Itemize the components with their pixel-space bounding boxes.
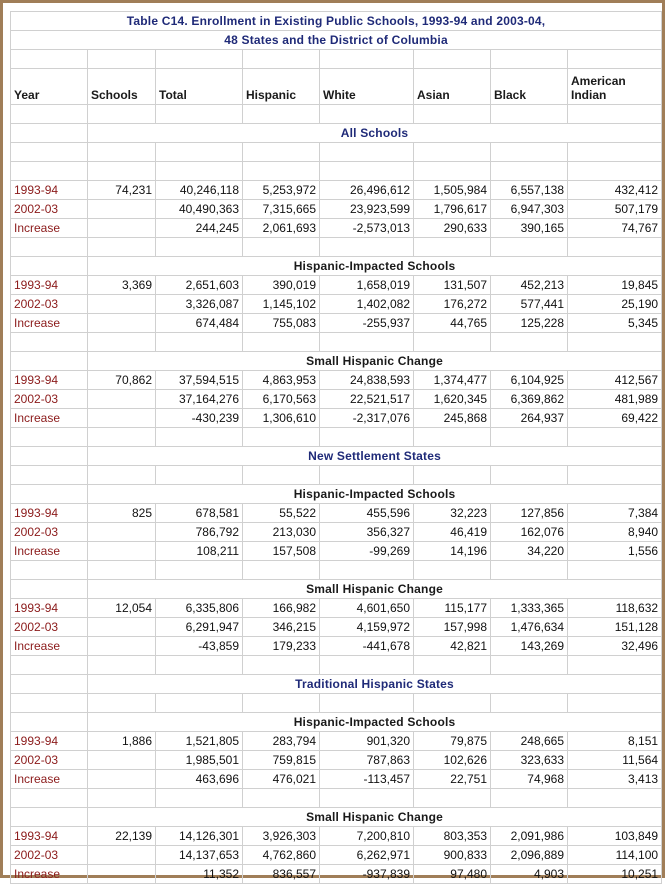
table-row: [11, 371, 662, 390]
header-year: Year: [11, 69, 88, 105]
cell-american-indian: 1,556: [568, 542, 662, 561]
header-total: Total: [156, 69, 243, 105]
column-header-row: [11, 69, 662, 105]
cell-white: 787,863: [320, 751, 414, 770]
header-american-indian: American Indian: [568, 69, 662, 105]
cell-total: 6,291,947: [156, 618, 243, 637]
cell-black: 6,104,925: [491, 371, 568, 390]
cell-total: 2,651,603: [156, 276, 243, 295]
subsection-heading-row: [11, 352, 662, 371]
cell-black: 125,228: [491, 314, 568, 333]
cell-black: 162,076: [491, 523, 568, 542]
cell-black: 74,968: [491, 770, 568, 789]
cell-total: 40,490,363: [156, 200, 243, 219]
cell-total: 1,521,805: [156, 732, 243, 751]
subsection-heading-row: [11, 580, 662, 599]
cell-hispanic: 836,557: [243, 865, 320, 884]
cell-hispanic: 157,508: [243, 542, 320, 561]
cell-black: 1,333,365: [491, 599, 568, 618]
cell-hispanic: 4,863,953: [243, 371, 320, 390]
cell-white: 23,923,599: [320, 200, 414, 219]
table-row: [11, 865, 662, 884]
cell-american-indian: 114,100: [568, 846, 662, 865]
cell-american-indian: 11,564: [568, 751, 662, 770]
cell-total: 786,792: [156, 523, 243, 542]
spacer-row: [11, 162, 662, 181]
cell-white: 455,596: [320, 504, 414, 523]
row-label: 1993-94: [11, 181, 88, 200]
cell-white: 901,320: [320, 732, 414, 751]
table-row: [11, 219, 662, 238]
cell-white: 4,159,972: [320, 618, 414, 637]
cell-black: 248,665: [491, 732, 568, 751]
cell-schools: 3,369: [88, 276, 156, 295]
spacer-row: [11, 238, 662, 257]
cell-hispanic: 759,815: [243, 751, 320, 770]
table-row: [11, 751, 662, 770]
table-row: [11, 599, 662, 618]
table-row: [11, 637, 662, 656]
cell-total: 678,581: [156, 504, 243, 523]
cell-white: 24,838,593: [320, 371, 414, 390]
cell-white: -2,317,076: [320, 409, 414, 428]
subsection-heading-row: [11, 485, 662, 504]
spacer-row: [11, 105, 662, 124]
subsection-heading: Small Hispanic Change: [88, 580, 662, 599]
cell-total: -43,859: [156, 637, 243, 656]
table-row: [11, 618, 662, 637]
table-row: [11, 827, 662, 846]
table-title-line2: 48 States and the District of Columbia: [11, 31, 662, 50]
cell-hispanic: 1,145,102: [243, 295, 320, 314]
cell-white: -99,269: [320, 542, 414, 561]
table-title-line1: Table C14. Enrollment in Existing Public Schools, 1993-94 and 2003-04,: [11, 12, 662, 31]
subsection-heading-row: [11, 713, 662, 732]
header-white: White: [320, 69, 414, 105]
subsection-heading-row: [11, 808, 662, 827]
cell-black: 6,947,303: [491, 200, 568, 219]
cell-asian: 46,419: [414, 523, 491, 542]
cell-schools: [88, 219, 156, 238]
subsection-heading: Hispanic-Impacted Schools: [88, 713, 662, 732]
row-label: 1993-94: [11, 371, 88, 390]
table-row: [11, 504, 662, 523]
row-label: Increase: [11, 770, 88, 789]
spacer-row: [11, 143, 662, 162]
table-row: [11, 542, 662, 561]
cell-black: 264,937: [491, 409, 568, 428]
cell-american-indian: 103,849: [568, 827, 662, 846]
cell-asian: 115,177: [414, 599, 491, 618]
cell-black: 6,369,862: [491, 390, 568, 409]
cell-schools: [88, 637, 156, 656]
cell-schools: 22,139: [88, 827, 156, 846]
cell-american-indian: 412,567: [568, 371, 662, 390]
cell-hispanic: 390,019: [243, 276, 320, 295]
table-row: [11, 770, 662, 789]
section-heading: Traditional Hispanic States: [88, 675, 662, 694]
cell-total: 3,326,087: [156, 295, 243, 314]
cell-black: 34,220: [491, 542, 568, 561]
cell-asian: 79,875: [414, 732, 491, 751]
cell-american-indian: 10,251: [568, 865, 662, 884]
header-schools: Schools: [88, 69, 156, 105]
cell-hispanic: 476,021: [243, 770, 320, 789]
cell-total: 6,335,806: [156, 599, 243, 618]
cell-schools: [88, 200, 156, 219]
cell-asian: 22,751: [414, 770, 491, 789]
row-label: Increase: [11, 219, 88, 238]
cell-asian: 42,821: [414, 637, 491, 656]
section-heading-row: [11, 124, 662, 143]
cell-total: 108,211: [156, 542, 243, 561]
cell-asian: 14,196: [414, 542, 491, 561]
table-row: [11, 276, 662, 295]
subsection-heading: Hispanic-Impacted Schools: [88, 257, 662, 276]
cell-black: 2,096,889: [491, 846, 568, 865]
table-row: [11, 523, 662, 542]
cell-black: 452,213: [491, 276, 568, 295]
cell-asian: 1,374,477: [414, 371, 491, 390]
cell-asian: 245,868: [414, 409, 491, 428]
cell-asian: 102,626: [414, 751, 491, 770]
spacer-row: [11, 656, 662, 675]
cell-schools: [88, 409, 156, 428]
cell-american-indian: 151,128: [568, 618, 662, 637]
cell-total: 463,696: [156, 770, 243, 789]
spacer-row: [11, 333, 662, 352]
cell-hispanic: 55,522: [243, 504, 320, 523]
subsection-heading: Small Hispanic Change: [88, 808, 662, 827]
row-label: Increase: [11, 637, 88, 656]
cell-hispanic: 346,215: [243, 618, 320, 637]
row-label: Increase: [11, 542, 88, 561]
cell-white: 26,496,612: [320, 181, 414, 200]
cell-american-indian: 74,767: [568, 219, 662, 238]
row-label: Increase: [11, 409, 88, 428]
cell-schools: [88, 523, 156, 542]
cell-asian: 1,620,345: [414, 390, 491, 409]
cell-schools: [88, 314, 156, 333]
row-label: Increase: [11, 865, 88, 884]
cell-total: 674,484: [156, 314, 243, 333]
header-black: Black: [491, 69, 568, 105]
spacer-row: [11, 561, 662, 580]
cell-total: 244,245: [156, 219, 243, 238]
cell-white: 1,658,019: [320, 276, 414, 295]
table-row: [11, 181, 662, 200]
cell-black: 143,269: [491, 637, 568, 656]
cell-schools: [88, 295, 156, 314]
cell-hispanic: 3,926,303: [243, 827, 320, 846]
cell-american-indian: 32,496: [568, 637, 662, 656]
section-heading-row: [11, 447, 662, 466]
cell-asian: 803,353: [414, 827, 491, 846]
cell-white: -2,573,013: [320, 219, 414, 238]
cell-hispanic: 213,030: [243, 523, 320, 542]
cell-american-indian: 507,179: [568, 200, 662, 219]
row-label: 2002-03: [11, 846, 88, 865]
cell-total: 37,594,515: [156, 371, 243, 390]
cell-black: 577,441: [491, 295, 568, 314]
cell-white: 6,262,971: [320, 846, 414, 865]
cell-black: 1,476,634: [491, 618, 568, 637]
cell-american-indian: 8,940: [568, 523, 662, 542]
cell-total: 14,126,301: [156, 827, 243, 846]
cell-hispanic: 166,982: [243, 599, 320, 618]
cell-hispanic: 1,306,610: [243, 409, 320, 428]
row-label: 1993-94: [11, 276, 88, 295]
cell-total: -430,239: [156, 409, 243, 428]
cell-white: 356,327: [320, 523, 414, 542]
cell-white: -441,678: [320, 637, 414, 656]
cell-white: -937,839: [320, 865, 414, 884]
cell-schools: [88, 542, 156, 561]
section-heading-row: [11, 675, 662, 694]
cell-american-indian: 3,413: [568, 770, 662, 789]
row-label: 1993-94: [11, 732, 88, 751]
cell-american-indian: 69,422: [568, 409, 662, 428]
cell-hispanic: 5,253,972: [243, 181, 320, 200]
cell-total: 40,246,118: [156, 181, 243, 200]
table-row: [11, 390, 662, 409]
section-heading: All Schools: [88, 124, 662, 143]
row-label: 2002-03: [11, 295, 88, 314]
cell-schools: 825: [88, 504, 156, 523]
cell-hispanic: 6,170,563: [243, 390, 320, 409]
cell-schools: [88, 390, 156, 409]
table-row: [11, 409, 662, 428]
spacer-row: [11, 428, 662, 447]
cell-american-indian: 481,989: [568, 390, 662, 409]
cell-american-indian: 19,845: [568, 276, 662, 295]
subsection-heading: Hispanic-Impacted Schools: [88, 485, 662, 504]
cell-hispanic: 7,315,665: [243, 200, 320, 219]
row-label: 1993-94: [11, 504, 88, 523]
table-row: [11, 846, 662, 865]
cell-schools: 12,054: [88, 599, 156, 618]
cell-american-indian: 432,412: [568, 181, 662, 200]
cell-american-indian: 7,384: [568, 504, 662, 523]
cell-asian: 32,223: [414, 504, 491, 523]
cell-schools: 1,886: [88, 732, 156, 751]
cell-schools: [88, 846, 156, 865]
cell-schools: [88, 751, 156, 770]
cell-asian: 97,480: [414, 865, 491, 884]
cell-american-indian: 5,345: [568, 314, 662, 333]
cell-asian: 44,765: [414, 314, 491, 333]
row-label: 2002-03: [11, 390, 88, 409]
cell-asian: 290,633: [414, 219, 491, 238]
table-row: [11, 295, 662, 314]
cell-american-indian: 25,190: [568, 295, 662, 314]
cell-black: 390,165: [491, 219, 568, 238]
cell-white: 4,601,650: [320, 599, 414, 618]
cell-schools: [88, 770, 156, 789]
table-row: [11, 732, 662, 751]
enrollment-table: [10, 11, 662, 884]
row-label: Increase: [11, 314, 88, 333]
cell-white: -255,937: [320, 314, 414, 333]
row-label: 2002-03: [11, 200, 88, 219]
cell-hispanic: 283,794: [243, 732, 320, 751]
row-label: 1993-94: [11, 599, 88, 618]
table-row: [11, 200, 662, 219]
cell-total: 11,352: [156, 865, 243, 884]
subsection-heading-row: [11, 257, 662, 276]
spacer-row: [11, 466, 662, 485]
cell-american-indian: 118,632: [568, 599, 662, 618]
cell-asian: 900,833: [414, 846, 491, 865]
cell-hispanic: 2,061,693: [243, 219, 320, 238]
header-asian: Asian: [414, 69, 491, 105]
row-label: 2002-03: [11, 523, 88, 542]
cell-schools: 70,862: [88, 371, 156, 390]
cell-asian: 1,796,617: [414, 200, 491, 219]
cell-black: 127,856: [491, 504, 568, 523]
row-label: 2002-03: [11, 751, 88, 770]
cell-asian: 1,505,984: [414, 181, 491, 200]
cell-american-indian: 8,151: [568, 732, 662, 751]
cell-white: 7,200,810: [320, 827, 414, 846]
cell-white: 1,402,082: [320, 295, 414, 314]
cell-total: 1,985,501: [156, 751, 243, 770]
cell-asian: 131,507: [414, 276, 491, 295]
spacer-row: [11, 694, 662, 713]
cell-asian: 157,998: [414, 618, 491, 637]
cell-white: -113,457: [320, 770, 414, 789]
subsection-heading: Small Hispanic Change: [88, 352, 662, 371]
cell-black: 323,633: [491, 751, 568, 770]
cell-total: 37,164,276: [156, 390, 243, 409]
cell-asian: 176,272: [414, 295, 491, 314]
cell-total: 14,137,653: [156, 846, 243, 865]
cell-hispanic: 4,762,860: [243, 846, 320, 865]
table-row: [11, 314, 662, 333]
cell-black: 6,557,138: [491, 181, 568, 200]
cell-white: 22,521,517: [320, 390, 414, 409]
cell-black: 4,903: [491, 865, 568, 884]
cell-schools: 74,231: [88, 181, 156, 200]
row-label: 1993-94: [11, 827, 88, 846]
cell-hispanic: 179,233: [243, 637, 320, 656]
row-label: 2002-03: [11, 618, 88, 637]
cell-black: 2,091,986: [491, 827, 568, 846]
cell-hispanic: 755,083: [243, 314, 320, 333]
cell-schools: [88, 618, 156, 637]
section-heading: New Settlement States: [88, 447, 662, 466]
header-hispanic: Hispanic: [243, 69, 320, 105]
spacer-row: [11, 789, 662, 808]
cell-schools: [88, 865, 156, 884]
